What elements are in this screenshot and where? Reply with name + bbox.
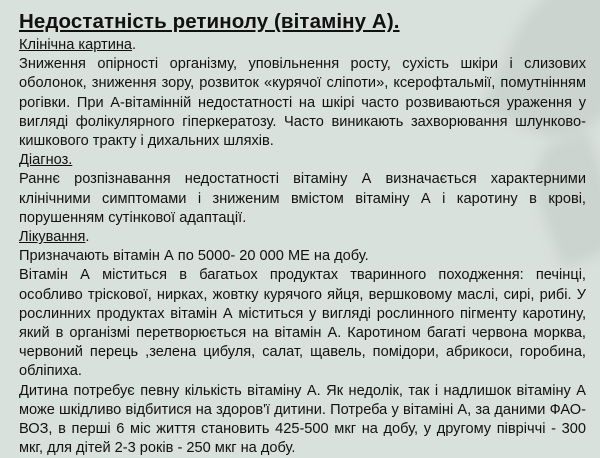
slide-title: Недостатність ретинолу (вітаміну А).	[19, 10, 400, 33]
section-heading-diagnosis	[19, 151, 586, 170]
clinical-text: Зниження опірності організму, уповільнення росту, сухість шкіри і слизових оболонок, зниження зору, розвиток «курячої сліпоти», ксерофтальмії, помутнінням рогівки. При А-вітамінній недостатності на шкірі часто розвиваються ураження у вигляді фолікулярного гіперкератозу. Часто виникають захворювання шлунково-кишкового тракту і дихальних шляхів.	[19, 56, 586, 150]
treatment-sources-text: Вітамін А міститься в багатьох продуктах тваринного походження: печінці, особливо тріскової, нирках, жовтку курячого яйця, вершковому маслі, сирі, рибі. У рослинних продуктах вітамін А міститься у вигляді рослинного пігменту каротину, який в організмі перетворюється на вітамін А. Каротином багаті червона морква, червоний перець ,зелена цибуля, салат, щавель, помідори, абрикоси, горобина, обліпиха.	[19, 267, 586, 380]
treatment-dose-text: Призначають вітамін А по 5000- 20 000 МЕ на добу.	[19, 248, 369, 265]
section-heading-clinical	[19, 36, 586, 55]
diagnosis-text: Раннє розпізнавання недостатності вітаміну А визначається характерними клінічними симптомами і зниженим вмістом вітаміну А і каротину в крові, порушенням сутінкової адаптації.	[19, 171, 586, 226]
heading-text: Лікування	[19, 229, 86, 246]
treatment-child-needs-text: Дитина потребує певну кількість вітаміну А. Як недолік, так і надлишок вітаміну А може шкідливо відбитися на здоров'ї дитини. Потреба у вітаміні А, за даними ФАО-ВОЗ, в перші 6 міс життя становить 425-500 мкг на добу, у другому півріччі - 300 мкг, для дітей 2-3 років - 250 мкг на добу.	[19, 382, 586, 457]
heading-text: Клінічна картина	[19, 37, 133, 53]
section-heading-treatment	[19, 228, 586, 247]
heading-text: Діагноз.	[19, 152, 73, 169]
slide-content	[19, 8, 586, 458]
heading-suffix: .	[85, 229, 90, 246]
heading-suffix: .	[132, 37, 137, 53]
